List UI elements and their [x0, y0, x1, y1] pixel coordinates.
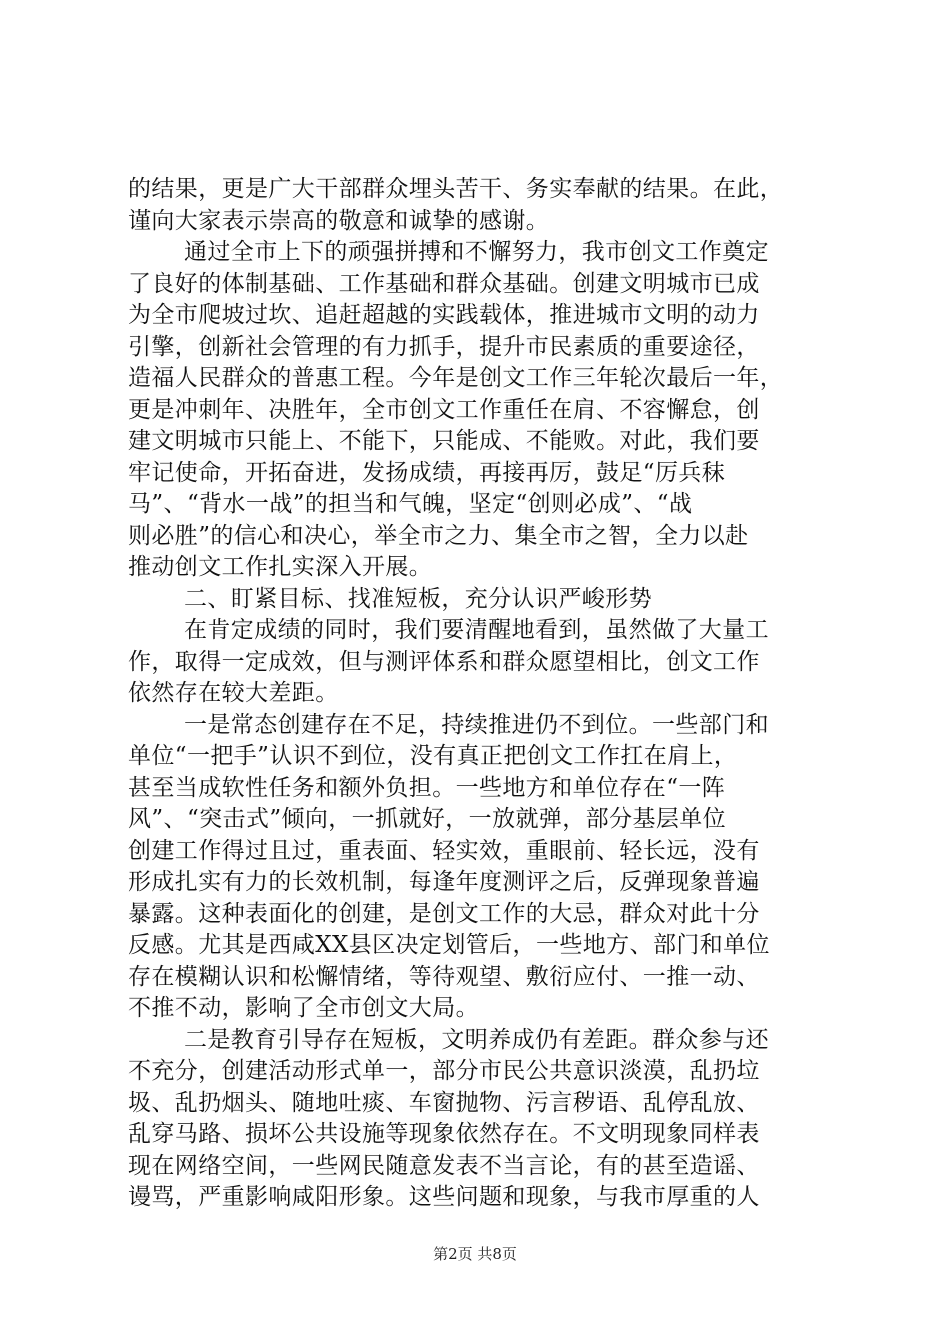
text-line: 一是常态创建存在不足，持续推进仍不到位。一些部门和: [184, 711, 769, 738]
text-line: 牢记使命，开拓奋进，发扬成绩，再接再厉，鼓足“厉兵秣: [128, 459, 726, 486]
text-line: 了良好的体制基础、工作基础和群众基础。创建文明城市已成: [128, 270, 760, 297]
text-line: 风”、“突击式”倾向，一抓就好，一放就弹，部分基层单位: [128, 806, 727, 832]
text-line: 现在网络空间，一些网民随意发表不当言论，有的甚至造谣、: [128, 1152, 760, 1179]
text-line: 创建工作得过且过，重表面、轻实效，重眼前、轻长远，没有: [128, 837, 760, 864]
text-line: 存在模糊认识和松懈情绪，等待观望、敷衍应付、一推一动、: [128, 963, 760, 990]
text-line: 甚至当成软性任务和额外负担。一些地方和单位存在“一阵: [128, 774, 726, 801]
text-line: 谨向大家表示崇高的敬意和诚挚的感谢。: [128, 207, 550, 234]
text-line: 不充分，创建活动形式单一，部分市民公共意识淡漠，乱扔垃: [128, 1058, 760, 1084]
text-line: 二、盯紧目标、找准短板，充分认识严峻形势: [184, 585, 652, 612]
text-line: 依然存在较大差距。: [128, 680, 339, 706]
text-line: 则必胜”的信心和决心，举全市之力、集全市之智，全力以赴: [128, 522, 749, 549]
text-line: 在肯定成绩的同时，我们要清醒地看到，虽然做了大量工: [184, 617, 769, 643]
text-line: 推动创文工作扎实深入开展。: [128, 554, 433, 580]
text-line: 圾、乱扔烟头、随地吐痰、车窗抛物、污言秽语、乱停乱放、: [128, 1089, 760, 1116]
text-line: 二是教育引导存在短板，文明养成仍有差距。群众参与还: [184, 1026, 769, 1053]
text-line: 通过全市上下的顽强拼搏和不懈努力，我市创文工作奠定: [184, 239, 769, 265]
page-footer: 第2页 共8页: [433, 1245, 517, 1263]
text-line: 更是冲刺年、决胜年，全市创文工作重任在肩、不容懈怠，创: [128, 396, 760, 423]
text-line: 马”、“背水一战”的担当和气魄，坚定“创则必成”、“战: [128, 491, 693, 517]
text-line: 形成扎实有力的长效机制，每逢年度测评之后，反弹现象普遍: [128, 869, 760, 895]
text-line: 谩骂，严重影响咸阳形象。这些问题和现象，与我市厚重的人: [128, 1184, 760, 1210]
text-line: 造福人民群众的普惠工程。今年是创文工作三年轮次最后一年，: [128, 365, 784, 391]
text-line: 乱穿马路、损坏公共设施等现象依然存在。不文明现象同样表: [128, 1121, 760, 1147]
text-line: 反感。尤其是西咸XX县区决定划管后，一些地方、部门和单位: [128, 932, 770, 958]
text-line: 引擎，创新社会管理的有力抓手，提升市民素质的重要途径，: [128, 333, 760, 360]
document-body: [128, 174, 838, 1214]
text-line: 为全市爬坡过坎、追赶超越的实践载体，推进城市文明的动力: [128, 302, 760, 328]
text-line: 作，取得一定成效，但与测评体系和群众愿望相比，创文工作: [128, 648, 760, 675]
text-line: 单位“一把手”认识不到位，没有真正把创文工作扛在肩上，: [128, 743, 738, 769]
text-line: 不推不动，影响了全市创文大局。: [128, 995, 479, 1021]
text-line: 的结果，更是广大干部群众埋头苦干、务实奉献的结果。在此，: [128, 176, 784, 202]
text-line: 暴露。这种表面化的创建，是创文工作的大忌，群众对此十分: [128, 900, 760, 927]
text-line: 建文明城市只能上、不能下，只能成、不能败。对此，我们要: [128, 428, 760, 454]
